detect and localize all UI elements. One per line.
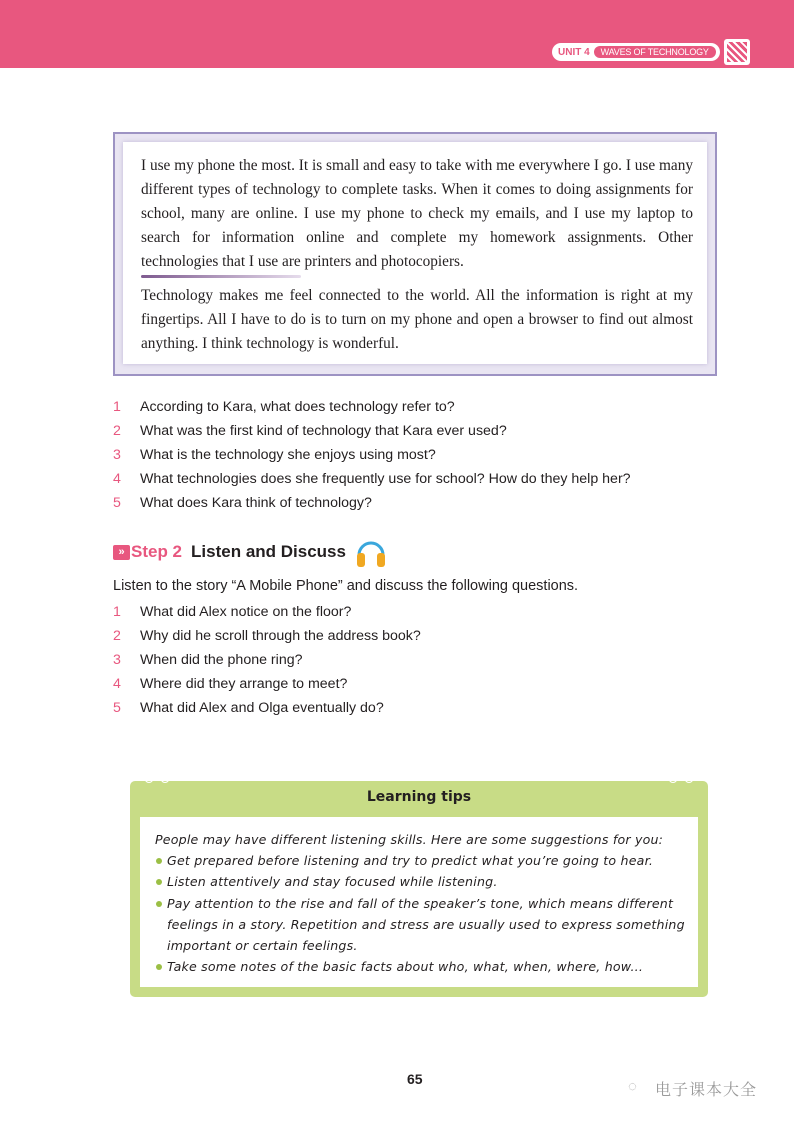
listening-instruction: Listen to the story “A Mobile Phone” and discuss the following questions. [113,578,579,594]
step-title: Listen and Discuss [191,542,346,561]
double-chevron-right-icon: » [113,545,130,560]
step-label: Step 2 [131,542,183,561]
reading-paragraph: Technology makes me feel connected to the world. All the information is right at my fingertips. All I have to do is to turn on my phone and open a browser to find out almost anything. I think technology is wonderful. [141,287,693,352]
question-text: Why did he scroll through the address book? [140,628,421,644]
unit-label: UNIT 4 [558,46,590,58]
question-item [113,443,631,467]
binder-ring-icon [144,771,154,783]
question-text: Where did they arrange to meet? [140,676,348,692]
tips-title: Learning tips [366,789,472,805]
question-item [113,395,631,419]
question-text: What does Kara think of technology? [140,495,372,511]
tip-item: Pay attention to the rise and fall of the speaker’s tone, which means different feelings in a story. Repetition and stress are usually used to express something important or certain feelings. [155,893,685,957]
question-number: 1 [113,604,121,620]
question-item [113,648,421,672]
listening-questions [113,600,421,720]
question-item [113,672,421,696]
question-item [113,419,631,443]
reading-passage-box [113,132,717,376]
headphones-icon [354,535,388,569]
watermark-text: 电子课本大全 [655,1080,758,1099]
paragraph-divider [141,275,301,278]
question-number: 2 [113,423,121,439]
question-number: 1 [113,399,121,415]
question-text: What technologies does she frequently use for school? How do they help her? [140,471,631,487]
question-item [113,467,631,491]
reading-questions [113,395,631,515]
question-text: According to Kara, what does technology refer to? [140,399,455,415]
question-item [113,600,421,624]
learning-tips-box [130,781,708,997]
tip-item: Take some notes of the basic facts about who, what, when, where, how... [155,956,685,977]
question-text: What is the technology she enjoys using most? [140,447,436,463]
question-text: What did Alex and Olga eventually do? [140,700,384,716]
question-number: 3 [113,447,121,463]
reading-passage-inner [123,142,707,364]
binder-ring-icon [160,771,170,783]
question-number: 4 [113,471,121,487]
question-number: 2 [113,628,121,644]
page-number: 65 [407,1071,423,1087]
question-text: When did the phone ring? [140,652,303,668]
unit-badge [552,43,720,61]
tips-list [155,850,685,977]
binder-ring-icon [684,771,694,783]
question-text: What was the first kind of technology that Kara ever used? [140,423,507,439]
question-number: 5 [113,495,121,511]
question-number: 4 [113,676,121,692]
question-number: 3 [113,652,121,668]
wechat-icon: ◌ [628,1078,637,1095]
unit-title: WAVES OF TECHNOLOGY [594,46,716,58]
tips-content [140,817,698,987]
question-text: What did Alex notice on the floor? [140,604,352,620]
question-item [113,696,421,720]
question-item [113,491,631,515]
question-number: 5 [113,700,121,716]
binder-ring-icon [668,771,678,783]
step-heading [113,535,388,569]
header-bar [0,0,794,68]
question-item [113,624,421,648]
tips-intro: People may have different listening skills. Here are some suggestions for you: [155,832,664,847]
tip-item: Listen attentively and stay focused while listening. [155,871,685,892]
reading-paragraph: I use my phone the most. It is small and easy to take with me everywhere I go. I use many different types of technology to complete tasks. When it comes to doing assignments for school, many are online. I use my phone to check my emails, and I use my laptop to search for information online and complete my homework assignments. Other technologies that I use are printers and photocopiers. [141,157,693,270]
unit-logo-icon [724,39,750,65]
tip-item: Get prepared before listening and try to predict what you’re going to hear. [155,850,685,871]
